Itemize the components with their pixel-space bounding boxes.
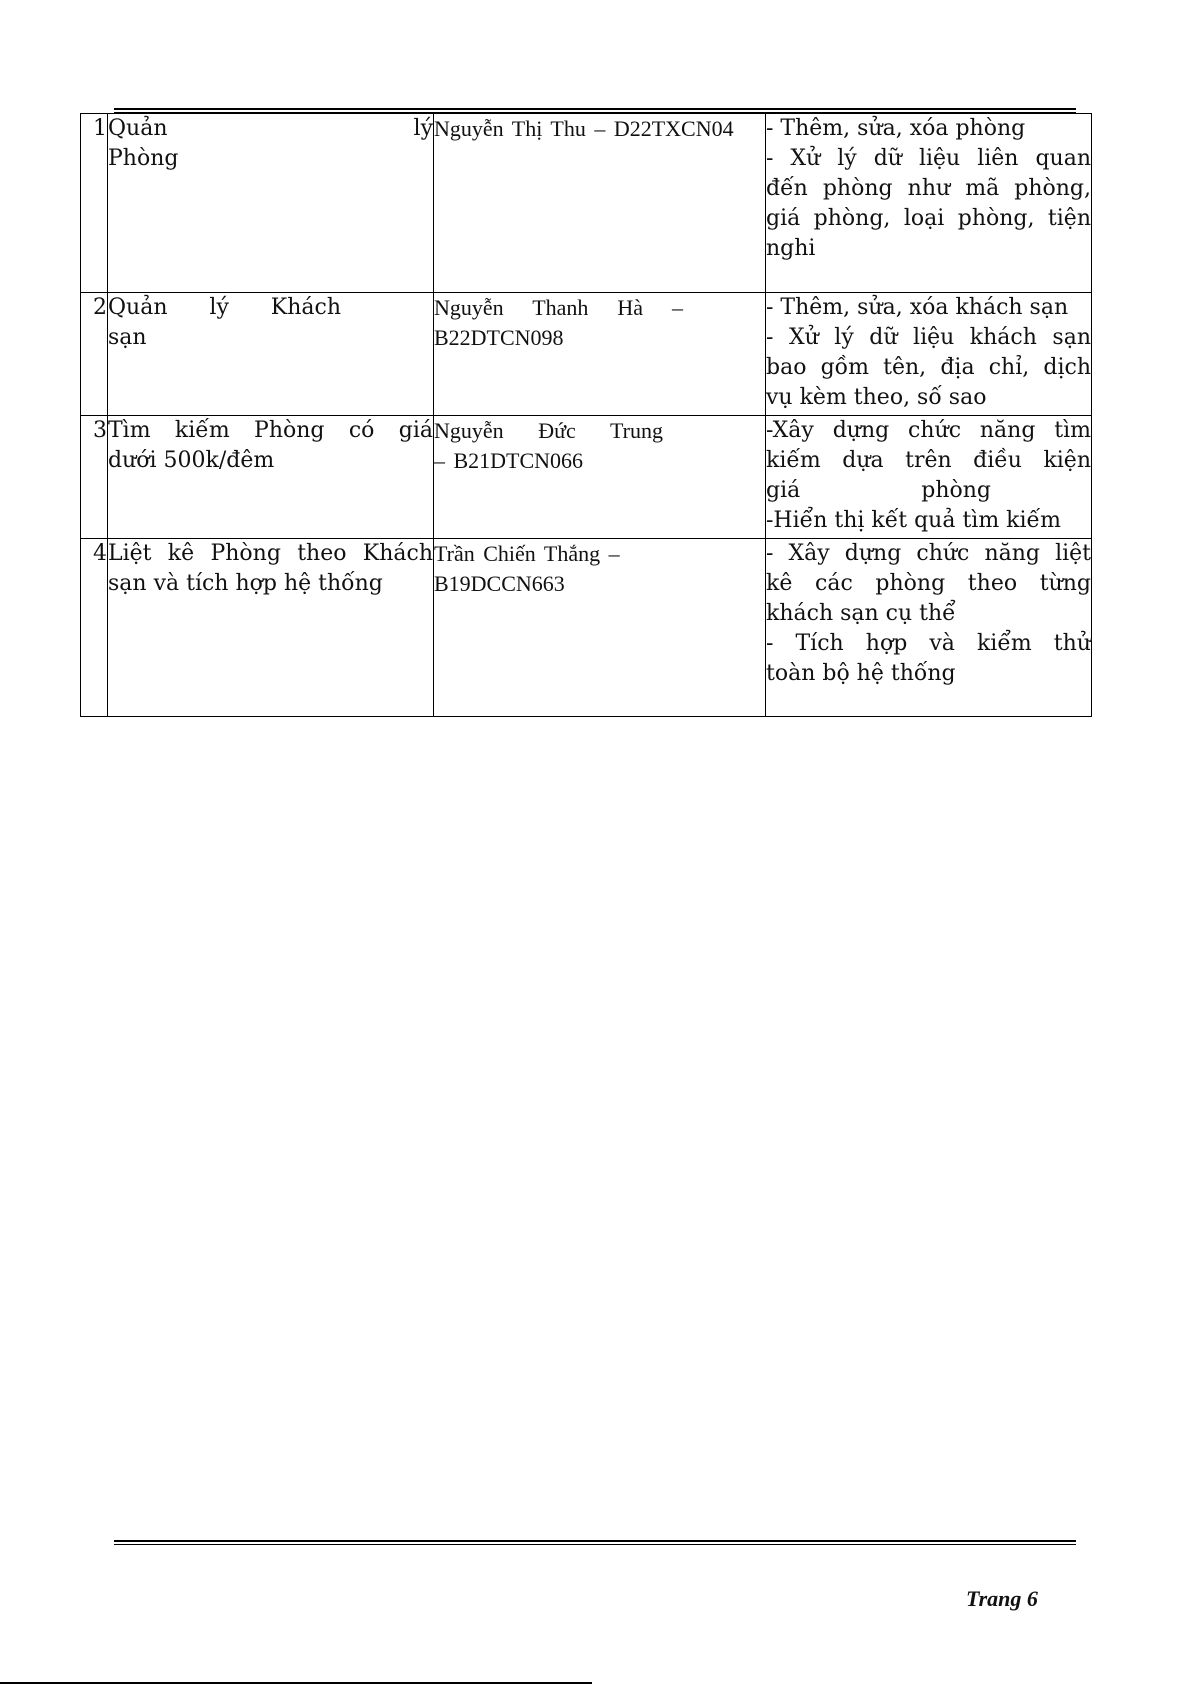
page-bottom-divider	[0, 1682, 592, 1684]
task-line: vụ kèm theo, số sao	[766, 385, 987, 410]
module-name-line: Tìm kiếm Phòng có giá	[108, 418, 433, 443]
module-name-line: Quản lý Khách	[108, 295, 341, 320]
row-index: 1	[81, 114, 108, 293]
member-cell	[434, 539, 766, 717]
task-line: - Xử lý dữ liệu khách sạn	[766, 325, 1091, 350]
member-line: B22DTCN098	[434, 325, 564, 350]
task-line: - Xử lý dữ liệu liên quan	[766, 146, 1091, 171]
task-line: - Tích hợp và kiểm thử	[766, 631, 1091, 656]
table-row	[81, 416, 1092, 539]
table-row	[81, 114, 1092, 293]
module-name-cell	[108, 416, 434, 539]
page-number: Trang 6	[966, 1586, 1038, 1611]
task-cell	[766, 293, 1092, 416]
row-index: 2	[81, 293, 108, 416]
module-name-cell	[108, 114, 434, 293]
module-name-line: sạn	[108, 325, 147, 350]
module-name-line: Phòng	[108, 146, 179, 171]
module-name-line: Liệt kê Phòng theo Khách	[108, 541, 433, 566]
member-line: Trần Chiến Thắng –	[434, 541, 620, 566]
task-line: -Xây dựng chức năng tìm	[766, 418, 1091, 443]
task-line: giá phòng	[766, 478, 991, 503]
module-name-line: Quản lý	[108, 116, 433, 141]
module-name-line: sạn và tích hợp hệ thống	[108, 571, 383, 596]
task-line: bao gồm tên, địa chỉ, dịch	[766, 355, 1091, 380]
task-line: - Xây dựng chức năng liệt	[766, 541, 1091, 566]
member-line: – B21DTCN066	[434, 448, 584, 473]
task-line: nghi	[766, 236, 816, 261]
task-line: -Hiển thị kết quả tìm kiếm	[766, 508, 1061, 533]
task-line: đến phòng như mã phòng,	[766, 176, 1091, 201]
module-name-line: dưới 500k/đêm	[108, 448, 275, 473]
module-name-cell	[108, 539, 434, 717]
member-cell	[434, 416, 766, 539]
task-cell	[766, 416, 1092, 539]
task-cell	[766, 539, 1092, 717]
footer-rule	[114, 1540, 1076, 1545]
task-cell	[766, 114, 1092, 293]
row-index: 3	[81, 416, 108, 539]
task-line: giá phòng, loại phòng, tiện	[766, 206, 1091, 231]
member-line: Nguyễn Đức Trung	[434, 418, 663, 443]
task-assignment-table	[80, 113, 1092, 717]
module-name-cell	[108, 293, 434, 416]
task-line: - Thêm, sửa, xóa phòng	[766, 116, 1026, 141]
member-cell	[434, 293, 766, 416]
table-row	[81, 539, 1092, 717]
member-line: Nguyễn Thanh Hà –	[434, 295, 683, 320]
task-line: kê các phòng theo từng	[766, 571, 1091, 596]
task-line: khách sạn cụ thể	[766, 601, 956, 626]
row-index: 4	[81, 539, 108, 717]
task-line: toàn bộ hệ thống	[766, 661, 956, 686]
table-row	[81, 293, 1092, 416]
task-line: - Thêm, sửa, xóa khách sạn	[766, 295, 1069, 320]
task-line: kiếm dựa trên điều kiện	[766, 448, 1091, 473]
member-cell	[434, 114, 766, 293]
member-line: B19DCCN663	[434, 571, 565, 596]
member-line: Nguyễn Thị Thu – D22TXCN04	[434, 116, 734, 141]
